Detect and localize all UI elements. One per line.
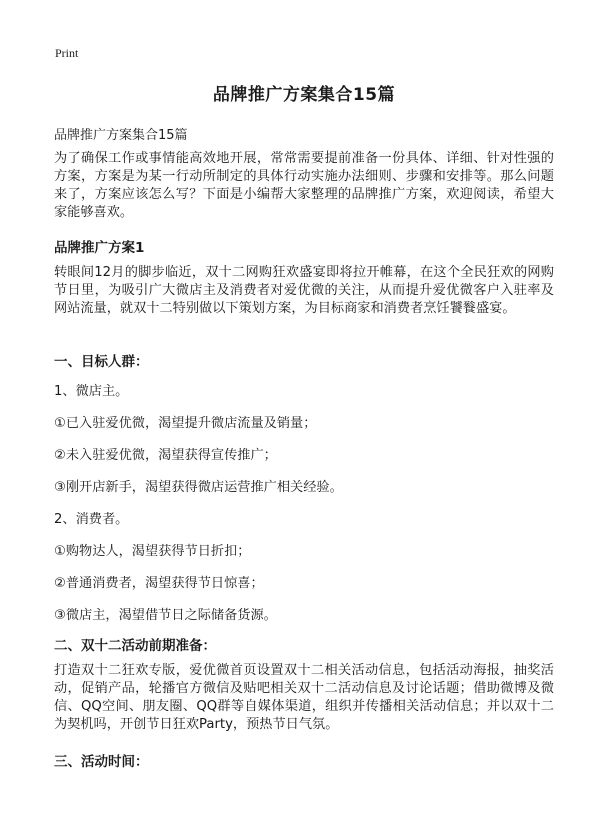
prep-heading: 二、双十二活动前期准备： — [54, 638, 216, 654]
list-item: ①购物达人，渴望获得节日折扣； — [54, 544, 251, 559]
prep-paragraph: 打造双十二狂欢专版，爱优微首页设置双十二相关活动信息，包括活动海报，抽奖活动，促销产品，轮播官方微信及贴吧相关双十二活动信息及讨论话题；借助微博及微信、QQ空间、朋友圈、QQ群等自媒体渠道，组织并传播相关活动信息；并以双十二为契机吗，开创节日狂欢Party，预热节日气氛。 — [54, 663, 554, 732]
time-heading: 三、活动时间： — [54, 754, 149, 770]
list-item: ③刚开店新手，渴望获得微店运营推广相关经验。 — [54, 480, 343, 495]
intro-paragraph: 为了确保工作或事情能高效地开展，常常需要提前准备一份具体、详细、针对性强的方案，方案是为某一行动所制定的具体行动实施办法细则、步骤和安排等。那么问题来了，方案应该怎么写？下面是小编帮大家整理的品牌推广方案，欢迎阅读，希望大家能够喜欢。 — [54, 151, 554, 220]
list-item: ①已入驻爱优微，渴望提升微店流量及销量； — [54, 416, 317, 431]
list-item: 2、消费者。 — [54, 512, 129, 527]
print-link[interactable]: Print — [55, 46, 79, 60]
target-heading: 一、目标人群： — [54, 354, 149, 370]
section-heading: 品牌推广方案1 — [54, 240, 145, 256]
section-paragraph: 转眼间12月的脚步临近，双十二网购狂欢盛宴即将拉开帷幕，在这个全民狂欢的网购节日里，为吸引广大微店主及消费者对爱优微的关注，从而提升爱优微客户入驻率及网站流量，就双十二特别做以下策划方案，为目标商家和消费者烹饪饕餮盛宴。 — [54, 265, 554, 316]
list-item: ②未入驻爱优微，渴望获得宣传推广； — [54, 448, 277, 463]
list-item: ③微店主，渴望借节日之际储备货源。 — [54, 608, 277, 623]
list-item: ②普通消费者，渴望获得节日惊喜； — [54, 576, 264, 591]
page-title: 品牌推广方案集合15篇 — [212, 85, 396, 105]
document-subtitle: 品牌推广方案集合15篇 — [54, 128, 188, 143]
list-item: 1、微店主。 — [54, 384, 129, 399]
